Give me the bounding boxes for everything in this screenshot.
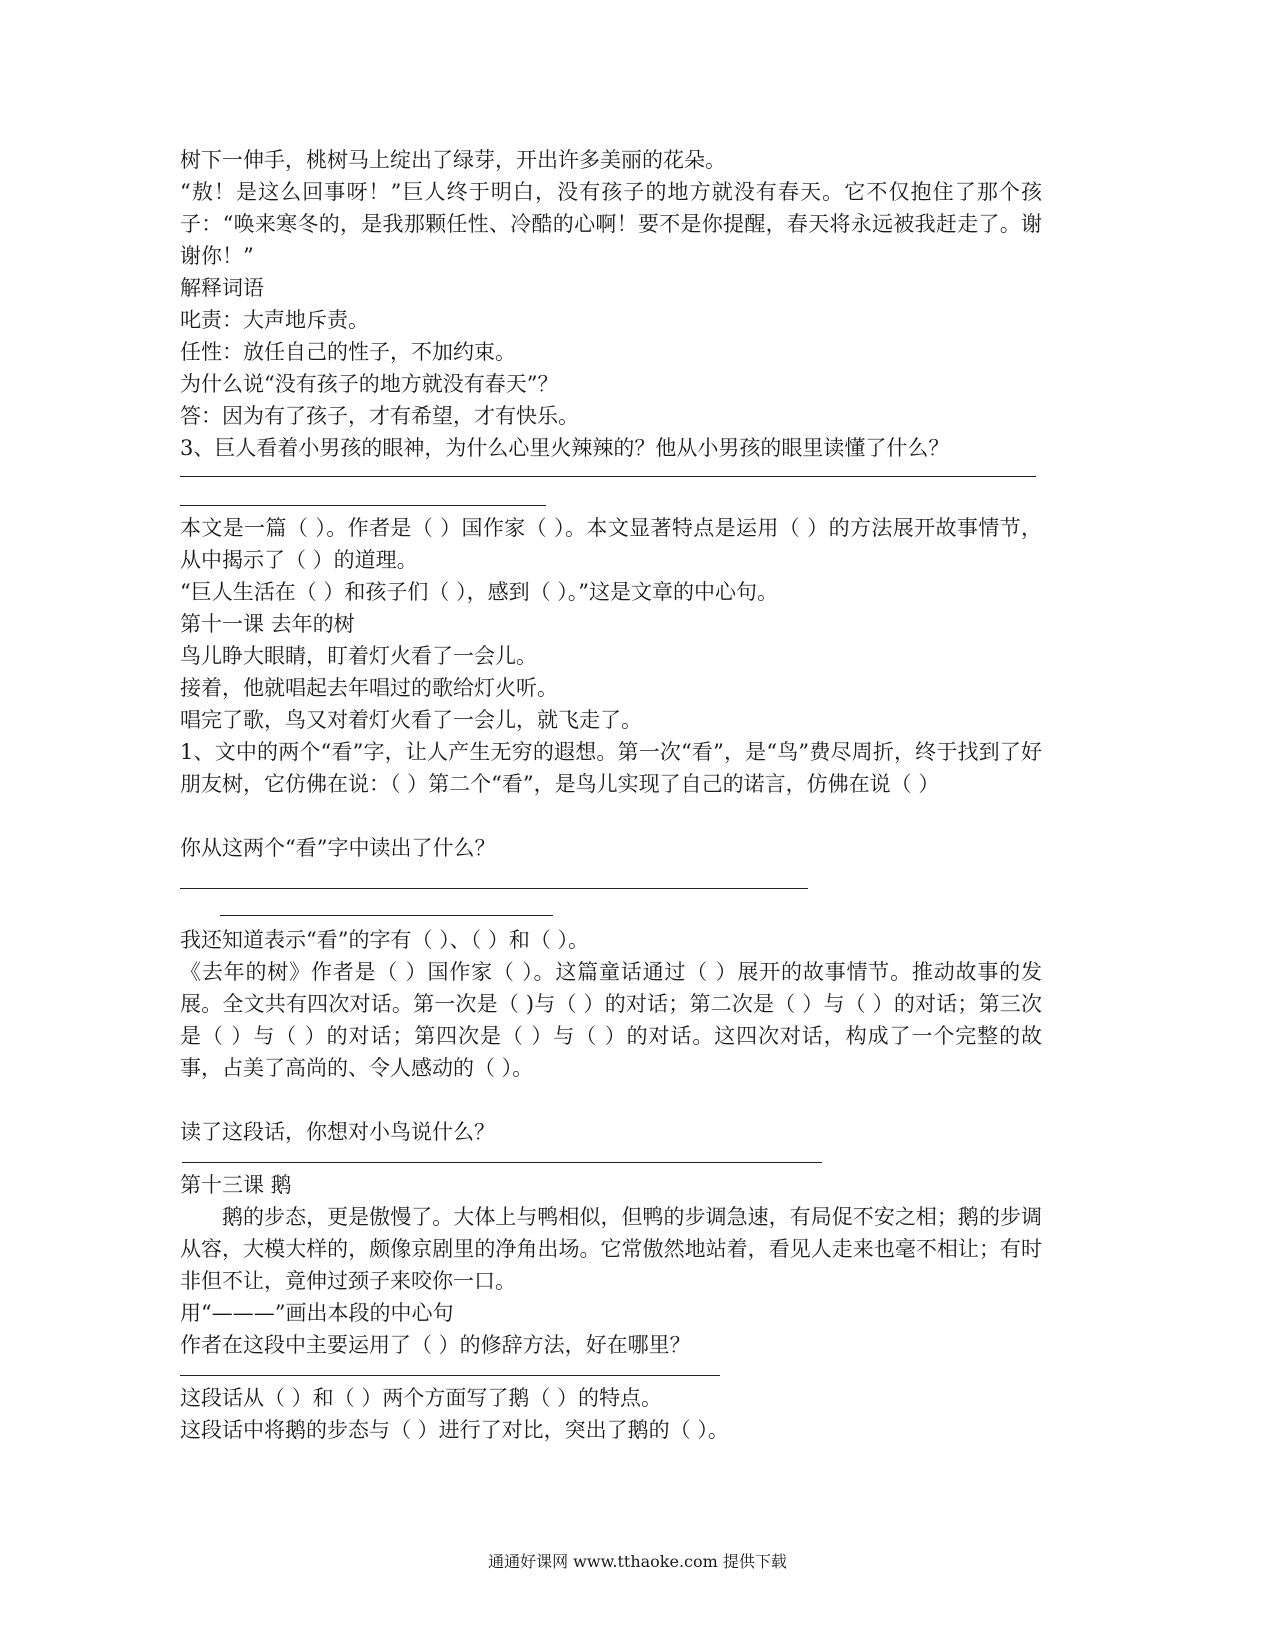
question-line: 作者在这段中主要运用了（ ）的修辞方法，好在哪里？ — [180, 1333, 691, 1357]
text-line: 叱责：大声地斥责。 — [180, 308, 369, 332]
text-line: 鸟儿睁大眼睛，盯着灯火看了一会儿。 — [180, 644, 537, 668]
text-line: 用“———”画出本段的中心句 — [180, 1301, 454, 1325]
text-paragraph: 本文是一篇（ ）。作者是（ ）国作家（ ）。本文显著特点是运用（ ）的方法展开故事情节，从中揭示了（ ）的道理。 — [180, 516, 1042, 572]
text-line: 这段话从（ ）和（ ）两个方面写了鹅（ ）的特点。 — [180, 1386, 663, 1410]
question-line: 为什么说“没有孩子的地方就没有春天”？ — [180, 372, 559, 396]
answer-blank-line[interactable] — [180, 1375, 720, 1376]
text-line: “巨人生活在（ ）和孩子们（ ），感到（ ）。”这是文章的中心句。 — [180, 580, 778, 604]
lesson-title: 第十一课 去年的树 — [180, 612, 355, 636]
answer-blank-line[interactable] — [182, 1162, 822, 1163]
text-line: 唱完了歌，鸟又对着灯火看了一会儿，就飞走了。 — [180, 708, 642, 732]
text-line: 任性：放任自己的性子，不加约束。 — [180, 340, 516, 364]
question-line: 你从这两个“看”字中读出了什么？ — [180, 836, 496, 860]
question-paragraph: 1、文中的两个“看”字，让人产生无穷的遐想。第一次“看”，是“鸟”费尽周折，终于找到了好朋友树，它仿佛在说：（ ）第二个“看”，是鸟儿实现了自己的诺言，仿佛在说（ ） — [180, 740, 1042, 796]
text-line: 我还知道表示“看”的字有（ ）、（ ）和（ ）。 — [180, 928, 589, 952]
lesson-title: 第十三课 鹅 — [180, 1173, 292, 1197]
answer-blank-line[interactable] — [180, 505, 546, 506]
answer-blank-line[interactable] — [180, 888, 808, 889]
text-paragraph: 鹅的步态，更是傲慢了。大体上与鸭相似，但鸭的步调急速，有局促不安之相；鹅的步调从容，大模大样的，颇像京剧里的净角出场。它常傲然地站着，看见人走来也毫不相让；有时非但不让，竟伸过颈子来咬你一口。 — [180, 1205, 1042, 1293]
answer-blank-line[interactable] — [180, 476, 1036, 477]
section-heading: 解释词语 — [180, 276, 264, 300]
footer-text: 通通好课网 www.tthaoke.com 提供下载 — [488, 1552, 787, 1571]
document-body — [180, 144, 1042, 1446]
question-line: 读了这段话，你想对小鸟说什么？ — [180, 1120, 495, 1144]
text-paragraph: 《去年的树》作者是（ ）国作家（ ）。这篇童话通过（ ）展开的故事情节。推动故事的发展。全文共有四次对话。第一次是（ )与（ ）的对话；第二次是（ ）与（ ）的对话；第三次是（ ）与（ ）的对话；第四次是（ ）与（ ）的对话。这四次对话，构成了一个完整的故事，占美了高尚的、令人感动的（ ）。 — [180, 960, 1042, 1080]
answer-line: 答：因为有了孩子，才有希望，才有快乐。 — [180, 404, 579, 428]
answer-blank-line[interactable] — [220, 915, 553, 916]
text-line: 接着，他就唱起去年唱过的歌给灯火听。 — [180, 676, 558, 700]
text-paragraph: “敖！是这么回事呀！”巨人终于明白，没有孩子的地方就没有春天。它不仅抱住了那个孩子：“唤来寒冬的，是我那颗任性、冷酷的心啊！要不是你提醒，春天将永远被我赶走了。谢谢你！” — [180, 180, 1042, 268]
text-line: 这段话中将鹅的步态与（ ）进行了对比，突出了鹅的（ ）。 — [180, 1418, 729, 1442]
text-line: 树下一伸手，桃树马上绽出了绿芽，开出许多美丽的花朵。 — [180, 148, 726, 172]
question-line: 3、巨人看着小男孩的眼神，为什么心里火辣辣的？他从小男孩的眼里读懂了什么？ — [180, 436, 950, 460]
